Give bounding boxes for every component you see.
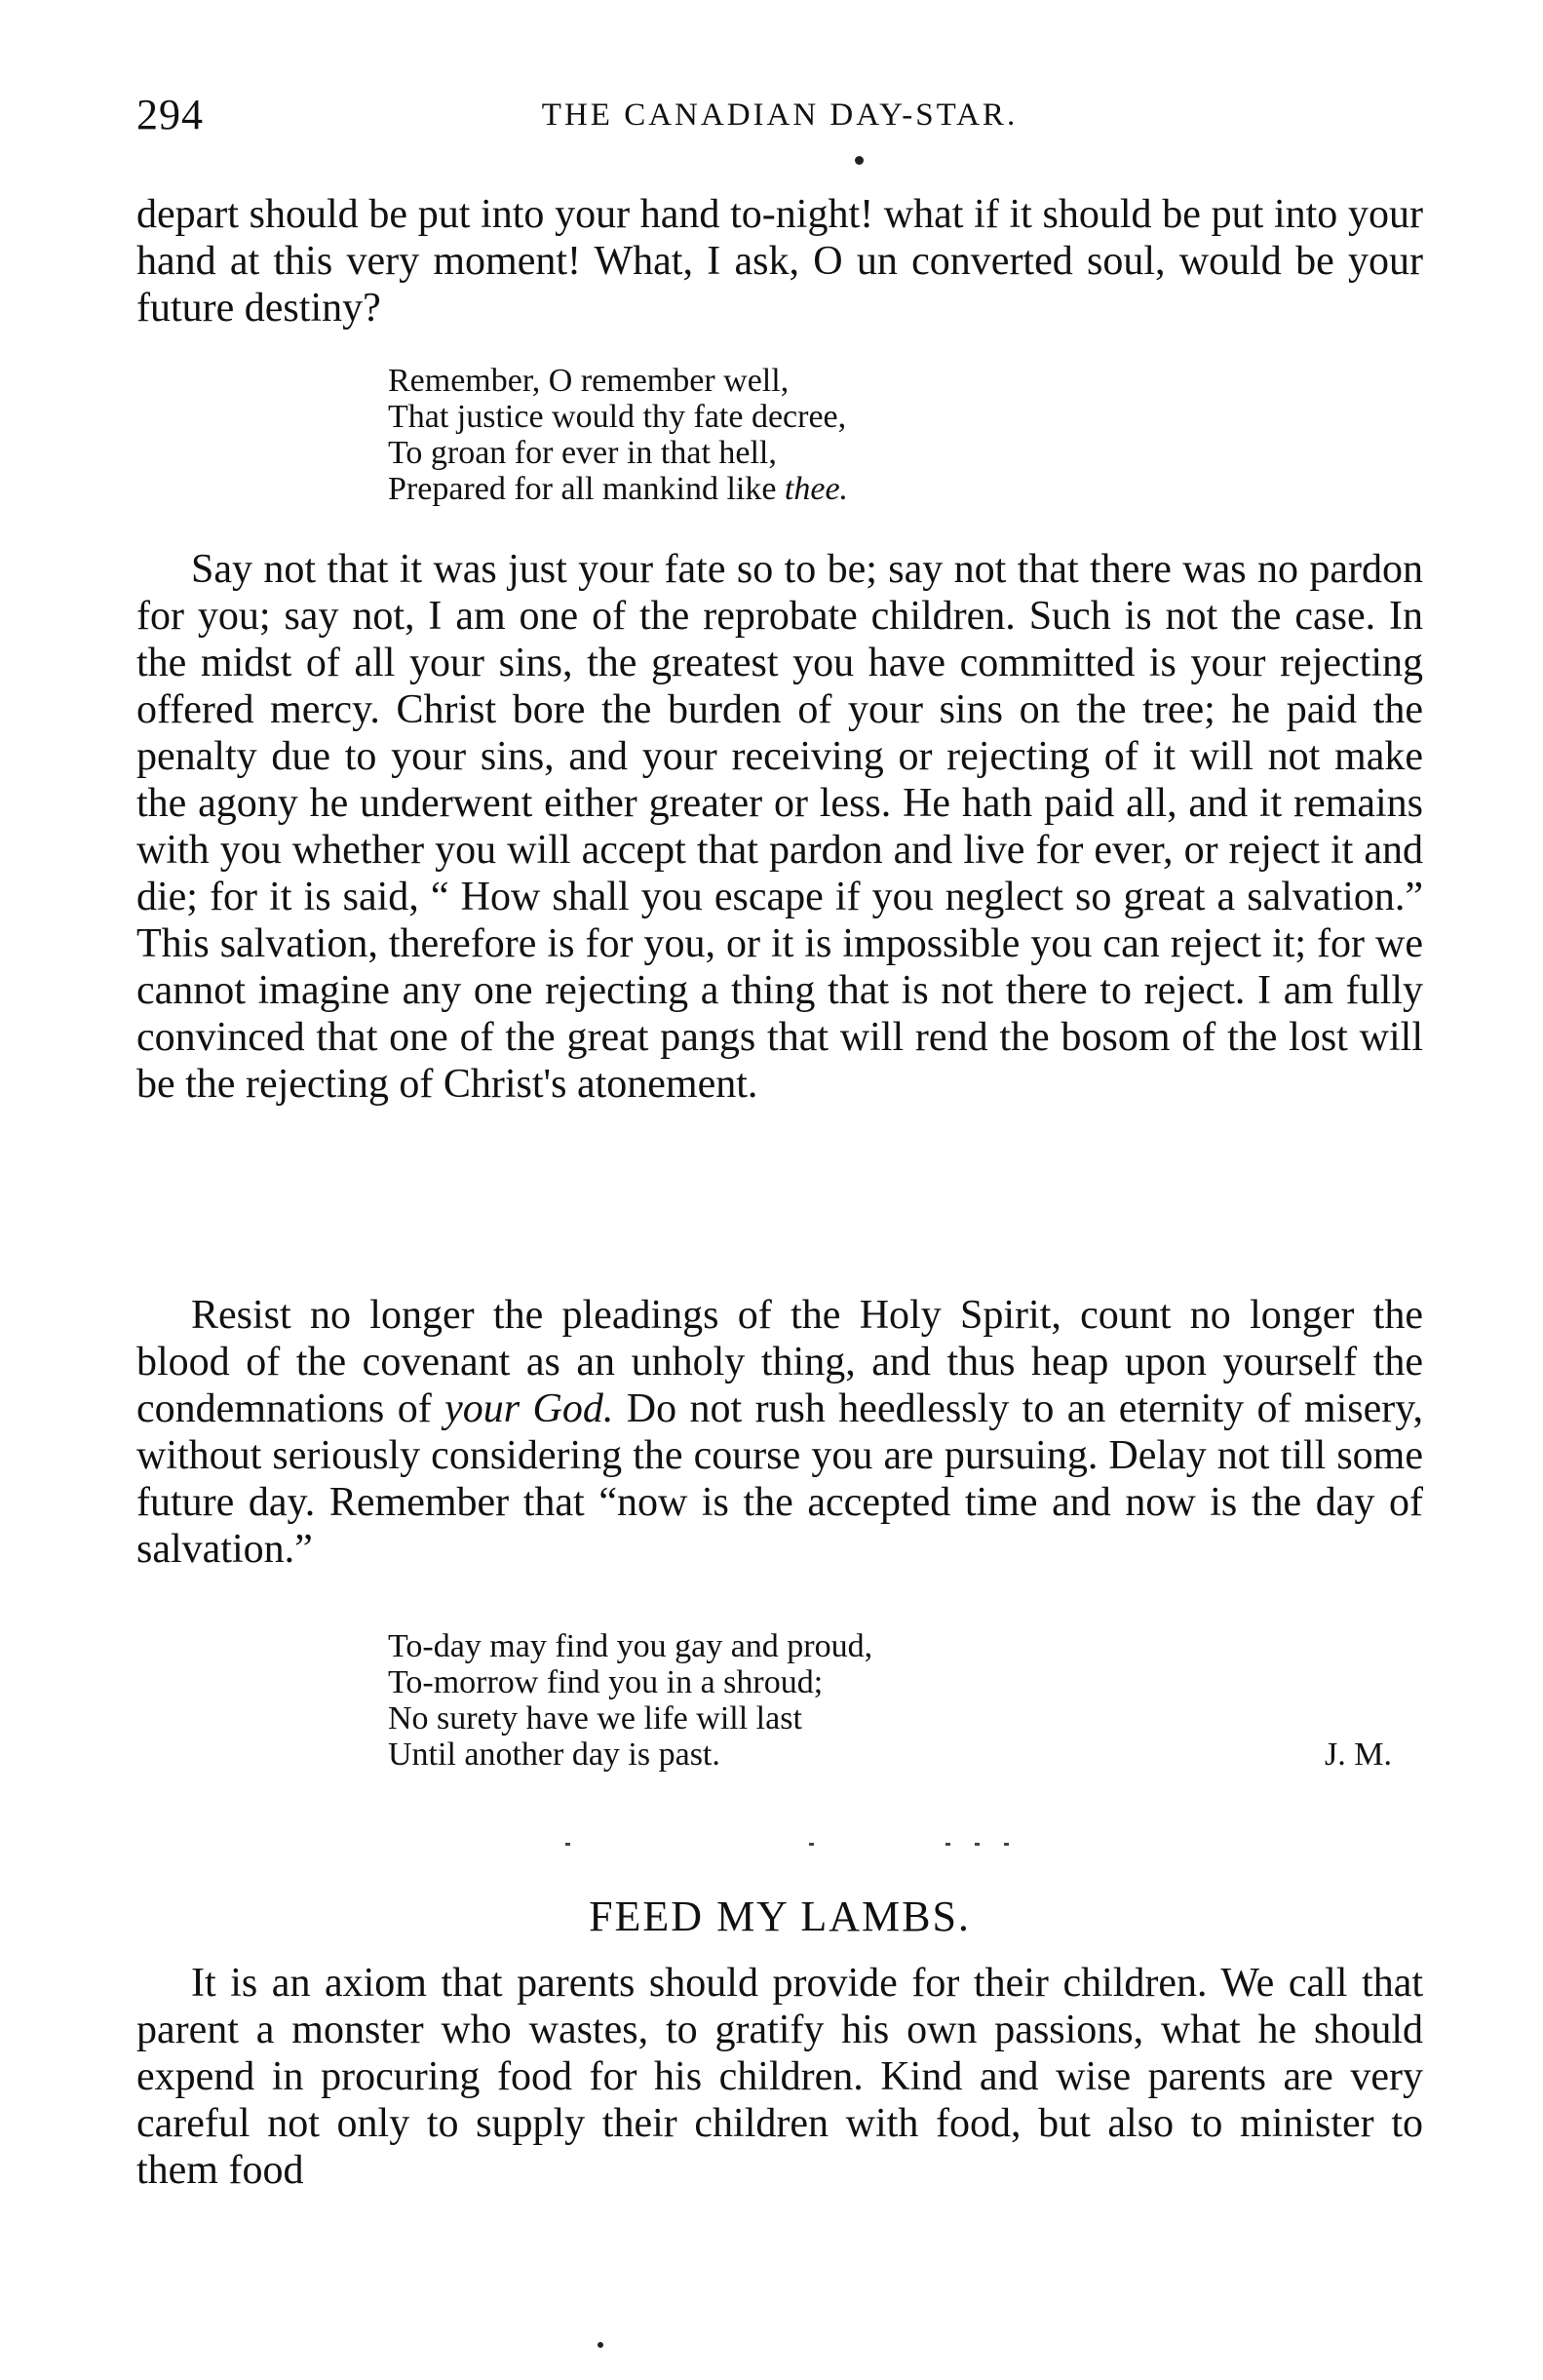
separator-mark [565, 1843, 570, 1846]
separator-mark [809, 1843, 814, 1846]
verse-2-line-4-row [388, 1736, 1421, 1773]
ornament-dot [855, 156, 864, 165]
verse-2-line-4: Until another day is past. [388, 1736, 720, 1773]
verse-1-line-3: To groan for ever in that hell, [388, 435, 777, 471]
section-separator [565, 1843, 1033, 1849]
footer-speck [598, 2342, 603, 2348]
separator-mark [975, 1843, 980, 1846]
verse-1-line-4-italic: thee. [784, 471, 849, 507]
verse-2 [388, 1628, 1421, 1773]
verse-2-line-2: To-morrow find you in a shroud; [388, 1664, 824, 1700]
paragraph-4: It is an axiom that parents should provide for their children. We call that parent a monster who wastes, to gratify his own passions, what he should expend in procuring food for his children. Kind and wise parents are very careful not only to supply their children with food, but also to minister to them food [136, 1961, 1423, 2193]
separator-mark [1004, 1843, 1009, 1846]
page-header [136, 90, 1423, 148]
paragraph-1: depart should be put into your hand to-night! what if it should be put into your hand at this very moment! What, I ask, O un converted soul, would be your future destiny? [136, 192, 1423, 331]
paragraph-3-italic: your God. [444, 1386, 614, 1431]
section-title: FEED MY LAMBS. [589, 1892, 971, 1940]
verse-1 [388, 363, 1421, 507]
paragraph-3-text-b: Do not rush heedlessly to an eternity of misery, without seriously considering the course you are pursuing. Delay not till some future day. Remember that “now is the accepted time and now is the day of salvation.” [136, 1386, 1423, 1572]
verse-1-line-4-text: Prepared for all mankind like [388, 471, 785, 507]
paragraph-3 [136, 1292, 1423, 1573]
author-signature: J. M. [1325, 1736, 1392, 1773]
verse-2-line-3: No surety have we life will last [388, 1700, 802, 1736]
verse-2-line-1: To-day may find you gay and proud, [388, 1628, 873, 1664]
paragraph-2: Say not that it was just your fate so to be; say not that there was no pardon for you; say not, I am one of the reprobate children. Such is not the case. In the midst of all your sins, the greatest you have committed is your rejecting offered mercy. Christ bore the burden of your sins on the tree; he paid the penalty due to your sins, and your receiving or rejecting of it will not make the agony he underwent either greater or less. He hath paid all, and it remains with you whether you will accept that pardon and live for ever, or reject it and die; for it is said, “ How shall you escape if you neglect so great a salvation.” This salvation, therefore is for you, or it is impossible you can reject it; for we cannot imagine any one rejecting a thing that is not there to reject. I am fully convinced that one of the great pangs that will rend the bosom of the lost will be the rejecting of Christ's atonement. [136, 547, 1423, 1107]
verse-1-line-4 [388, 471, 1421, 507]
page-number: 294 [136, 91, 204, 138]
paragraph-3-text-a: Resist no longer the pleadings of the Holy Spirit, count no longer the blood of the covenant as an unholy thing, and thus heap upon yourself the condemnations of [136, 1293, 1423, 1431]
running-head: THE CANADIAN DAY-STAR. [541, 98, 1019, 133]
verse-1-line-1: Remember, O remember well, [388, 363, 790, 399]
verse-1-line-2: That justice would thy fate decree, [388, 399, 847, 435]
separator-mark [945, 1843, 950, 1846]
